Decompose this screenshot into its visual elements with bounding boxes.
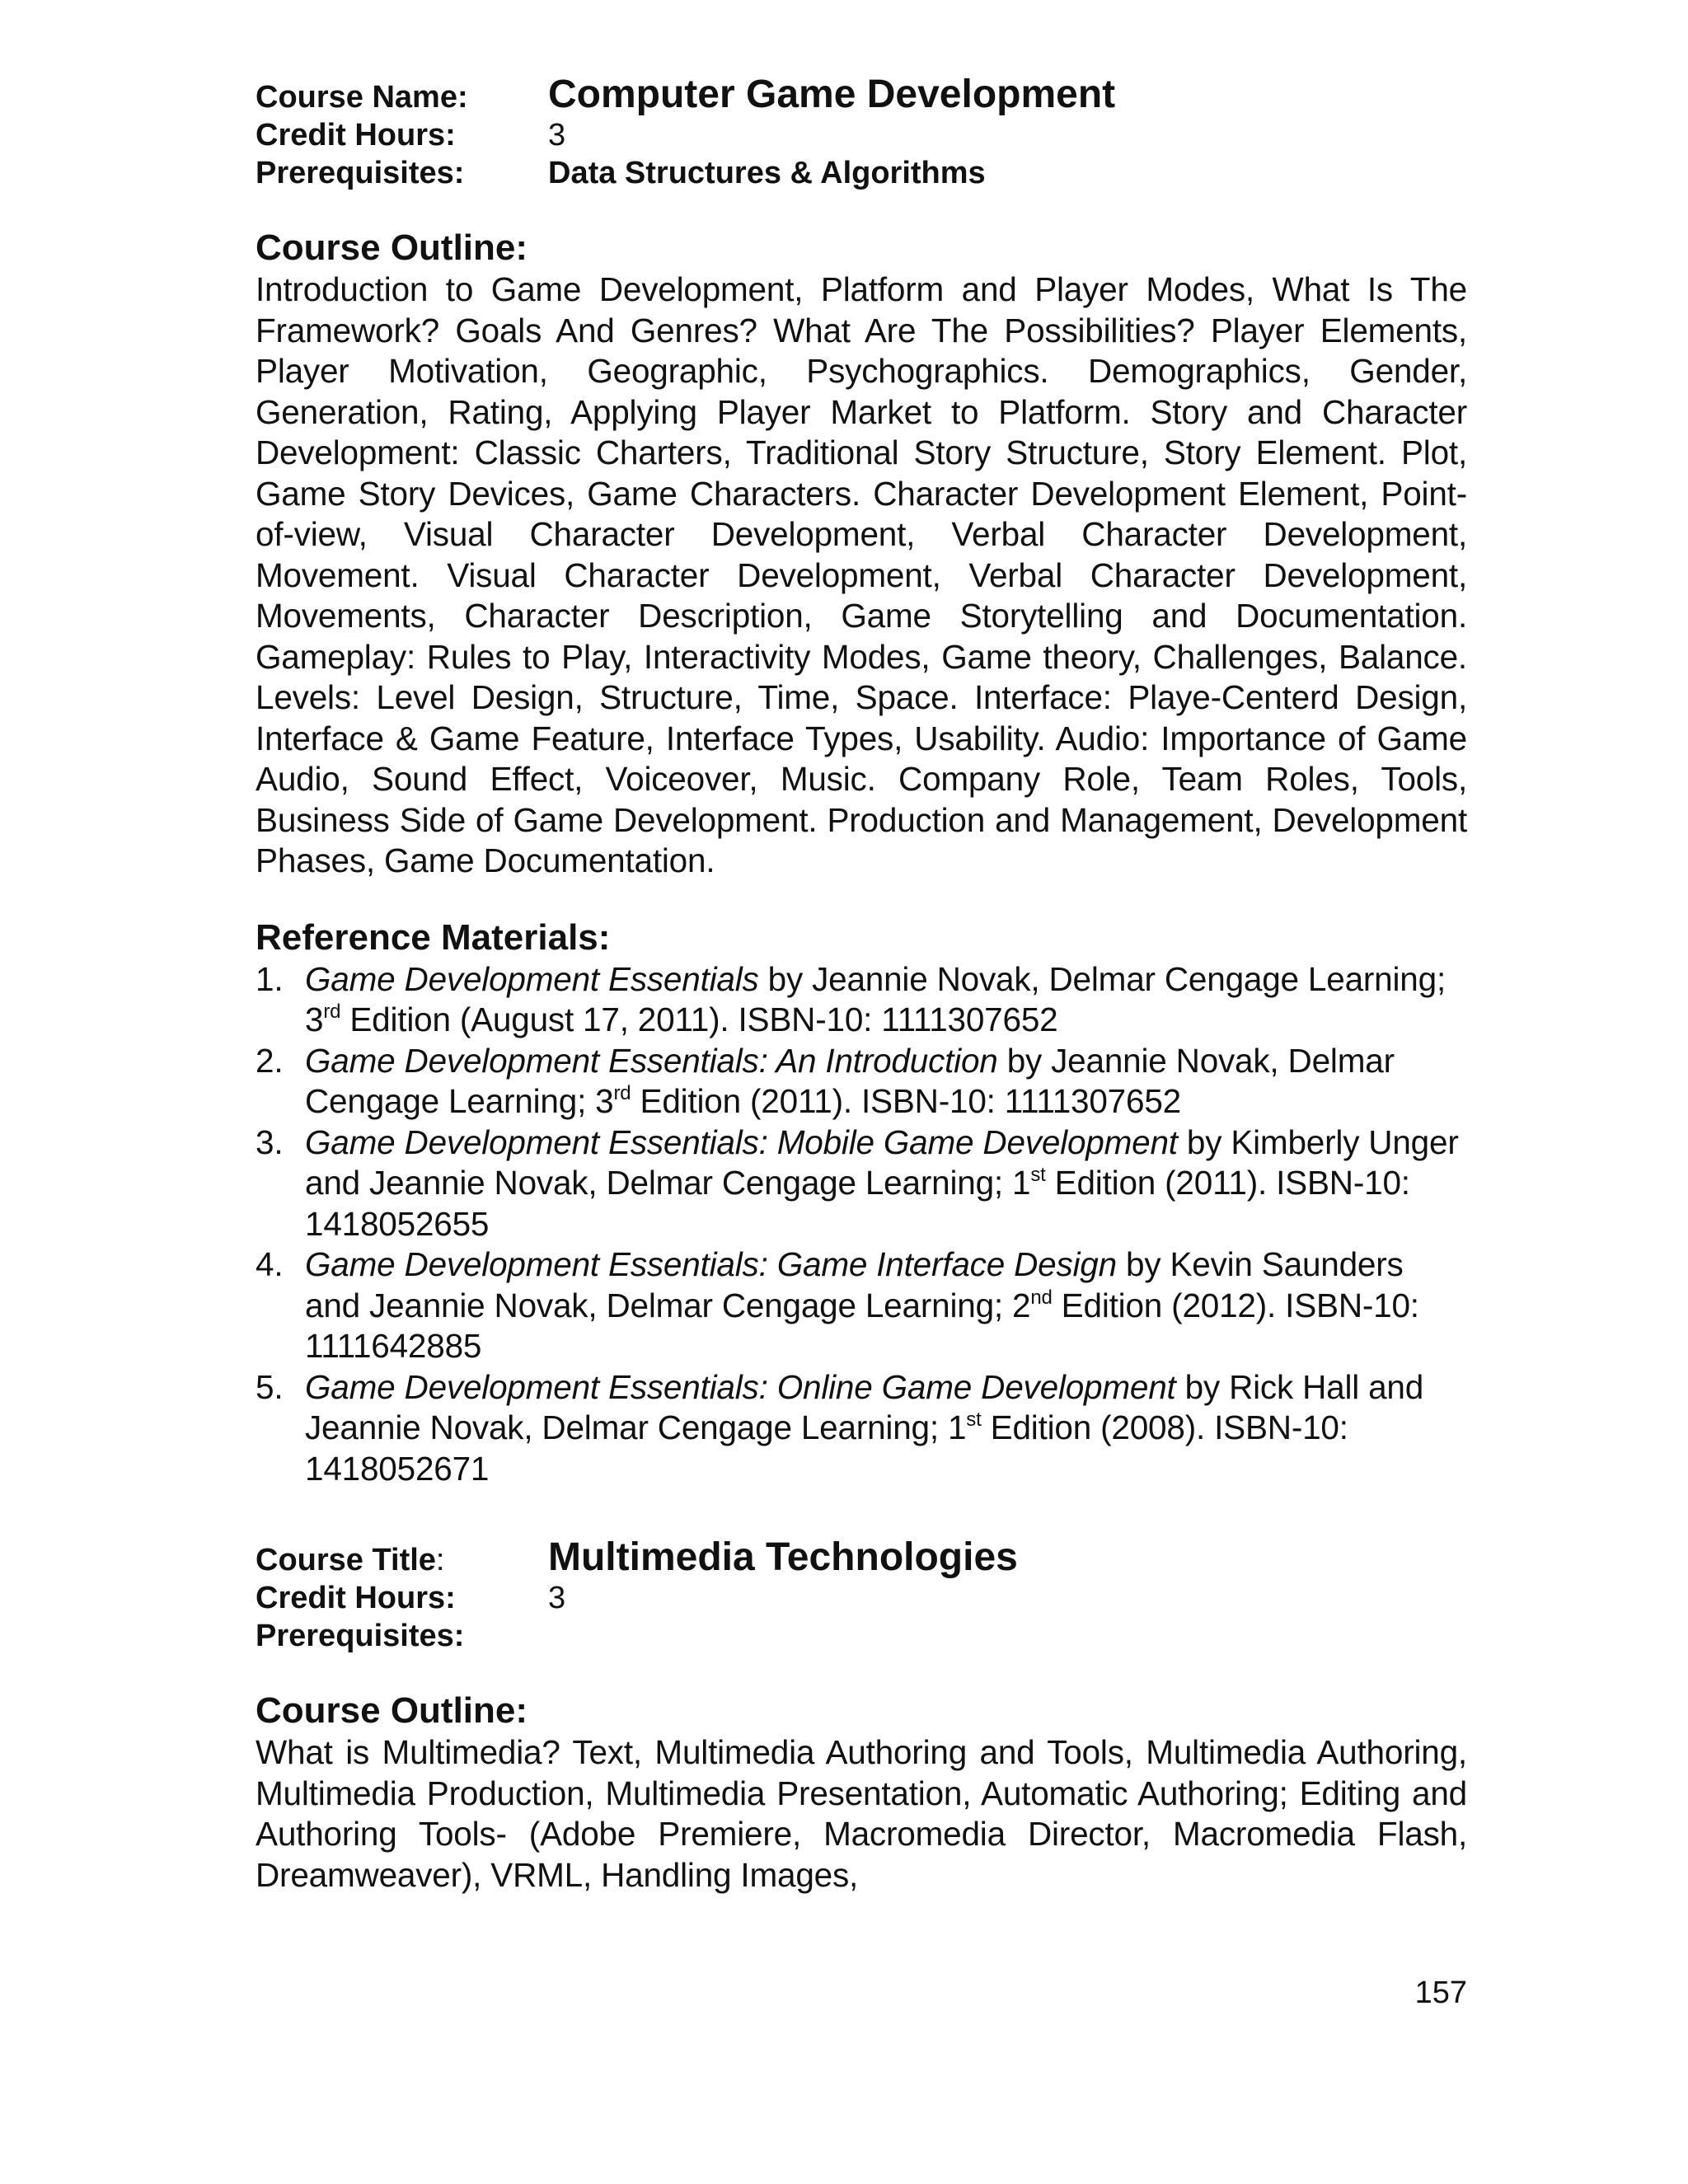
course-title-label-text: Course Title (256, 1543, 436, 1577)
credit-hours-label: Credit Hours: (256, 1581, 456, 1615)
reference-number: 2. (256, 1041, 284, 1080)
reference-item (256, 1244, 1467, 1367)
reference-details: by Jeannie Novak, Delmar Cengage Learning; 3 (305, 959, 1447, 1038)
course-name-label: Course Name: (256, 80, 468, 115)
reference-superscript: st (1030, 1164, 1046, 1186)
course2-outline-heading: Course Outline: (256, 1690, 528, 1731)
reference-title: Game Development Essentials (305, 959, 759, 998)
prerequisites-label: Prerequisites: (256, 1619, 465, 1653)
reference-item (256, 1122, 1467, 1245)
credit-hours-value: 3 (548, 118, 566, 152)
reference-item (256, 1367, 1467, 1490)
reference-details-end: Edition (2011). ISBN-10: 1418052655 (305, 1164, 1410, 1243)
credit-hours-label: Credit Hours: (256, 118, 456, 152)
reference-item (256, 959, 1467, 1041)
course-title-colon: : (435, 1543, 445, 1577)
reference-details-end: Edition (2011). ISBN-10: 1111307652 (631, 1082, 1181, 1120)
course-title-label (256, 1539, 548, 1579)
course-name-value: Computer Game Development (548, 73, 1116, 116)
reference-item (256, 1041, 1467, 1122)
reference-details: by Kimberly Unger and Jeannie Novak, Delmar Cengage Learning; 1 (305, 1122, 1459, 1202)
reference-title: Game Development Essentials: Online Game Development (305, 1367, 1176, 1406)
reference-superscript: rd (323, 1001, 341, 1023)
reference-title: Game Development Essentials: Mobile Game Development (305, 1122, 1178, 1161)
reference-number: 3. (256, 1122, 284, 1161)
reference-details: by Rick Hall and Jeannie Novak, Delmar Cengage Learning; 1 (305, 1367, 1424, 1446)
reference-details-end: Edition (2008). ISBN-10: 1418052671 (305, 1408, 1348, 1488)
course2-title-row (256, 1539, 1018, 1579)
reference-title: Game Development Essentials: An Introduction (305, 1041, 998, 1080)
reference-number: 1. (256, 959, 284, 998)
reference-number: 4. (256, 1245, 284, 1283)
course1-meta (256, 73, 1116, 192)
prerequisites-value (548, 1617, 1018, 1655)
credit-hours-value: 3 (548, 1581, 566, 1615)
reference-materials-heading: Reference Materials: (256, 916, 611, 958)
document-page (256, 73, 1467, 1896)
reference-title: Game Development Essentials: Game Interface Design (305, 1245, 1117, 1283)
reference-details-end: Edition (2012). ISBN-10: 1111642885 (305, 1286, 1419, 1365)
reference-details-end: Edition (August 17, 2011). ISBN-10: 1111307652 (340, 1001, 1058, 1038)
reference-details: by Jeannie Novak, Delmar Cengage Learning; 3 (305, 1041, 1395, 1120)
reference-superscript: st (966, 1408, 982, 1431)
course-title-value: Multimedia Technologies (548, 1535, 1018, 1579)
reference-superscript: nd (1030, 1286, 1053, 1309)
prerequisites-label: Prerequisites: (256, 156, 465, 190)
course2-meta (256, 1535, 1018, 1655)
course1-prereq-row (256, 154, 1115, 192)
course1-outline-text: Introduction to Game Development, Platform and Player Modes, What Is The Framework? Goals And Genres? What Are The Possibilities? Player Elements, Player Motivation, Geographic, Psychographics. Demographics, Gender, Generation, Rating, Applying Player Market to Platform. Story and Character Development: Classic Charters, Traditional Story Structure, Story Element. Plot, Game Story Devices, Game Characters. Character Development Element, Point-of-view, Visual Character Development, Verbal Character Development, Movement. Visual Character Development, Verbal Character Development, Movements, Character Description, Game Storytelling and Documentation. Gameplay: Rules to Play, Interactivity Modes, Game theory, Challenges, Balance. Levels: Level Design, Structure, Time, Space. Interface: Playe-Centerd Design, Interface & Game Feature, Interface Types, Usability. Audio: Importance of Game Audio, Sound Effect, Voiceover, Music. Company Role, Team Roles, Tools, Business Side of Game Development. Production and Management, Development Phases, Game Documentation. (256, 270, 1467, 879)
prerequisites-value: Data Structures & Algorithms (548, 156, 986, 190)
course1-name-row (256, 76, 1115, 116)
course1-credit-row (256, 116, 1115, 154)
reference-superscript: rd (613, 1082, 631, 1104)
reference-list (256, 959, 1467, 1490)
course1-outline-heading: Course Outline: (256, 227, 528, 268)
course2-credit-row (256, 1579, 1018, 1617)
course2-outline-text: What is Multimedia? Text, Multimedia Authoring and Tools, Multimedia Authoring, Multimedia Production, Multimedia Presentation, Automatic Authoring; Editing and Authoring Tools- (Adobe Premiere, Macromedia Director, Macromedia Flash, Dreamweaver), VRML, Handling Images, (256, 1733, 1467, 1894)
reference-details: by Kevin Saunders and Jeannie Novak, Delmar Cengage Learning; 2 (305, 1245, 1404, 1324)
course2-prereq-row (256, 1617, 1018, 1655)
reference-number: 5. (256, 1367, 284, 1406)
page-number: 157 (1414, 1975, 1467, 2010)
